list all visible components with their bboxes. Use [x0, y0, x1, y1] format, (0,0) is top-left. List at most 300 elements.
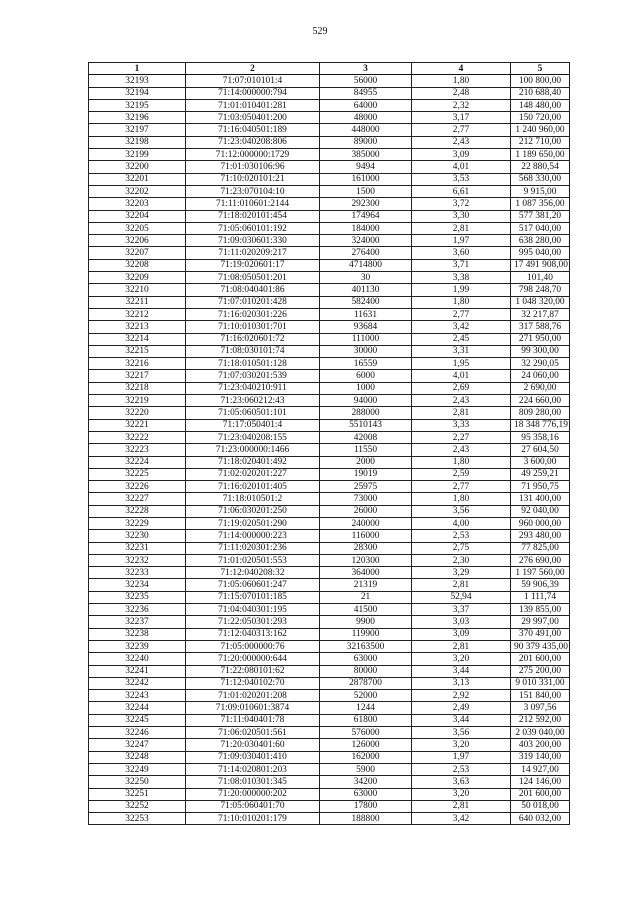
table-row: [89, 505, 570, 517]
rate-cell: 2,77: [412, 308, 511, 320]
table-row: [89, 395, 570, 407]
row-number-cell: 32223: [89, 444, 186, 456]
table-row: [89, 112, 570, 124]
row-number-cell: 32217: [89, 370, 186, 382]
table-row: [89, 800, 570, 812]
value-cell: 1 111,74: [511, 591, 570, 603]
table-row: [89, 407, 570, 419]
area-cell: 174964: [320, 210, 412, 222]
cadastral-number-cell: 71:05:060601:247: [186, 579, 320, 591]
row-number-cell: 32211: [89, 296, 186, 308]
rate-cell: 2,81: [412, 640, 511, 652]
table-row: [89, 382, 570, 394]
table-row: [89, 370, 570, 382]
cadastral-number-cell: 71:11:020209:217: [186, 247, 320, 259]
rate-cell: 1,97: [412, 751, 511, 763]
row-number-cell: 32222: [89, 431, 186, 443]
table-row: [89, 665, 570, 677]
value-cell: 1 087 356,00: [511, 198, 570, 210]
area-cell: 1000: [320, 382, 412, 394]
value-cell: 139 855,00: [511, 604, 570, 616]
row-number-cell: 32242: [89, 677, 186, 689]
rate-cell: 4,01: [412, 370, 511, 382]
value-cell: 18 348 776,19: [511, 419, 570, 431]
table-row: [89, 136, 570, 148]
value-cell: 1 048 320,00: [511, 296, 570, 308]
rate-cell: 3,71: [412, 259, 511, 271]
table-row: [89, 259, 570, 271]
value-cell: 92 040,00: [511, 505, 570, 517]
rate-cell: 2,75: [412, 542, 511, 554]
row-number-cell: 32208: [89, 259, 186, 271]
rate-cell: 2,27: [412, 431, 511, 443]
value-cell: 640 032,00: [511, 813, 570, 825]
area-cell: 84955: [320, 87, 412, 99]
rate-cell: 3,42: [412, 813, 511, 825]
cadastral-number-cell: 71:07:010201:428: [186, 296, 320, 308]
table-row: [89, 124, 570, 136]
table-row: [89, 161, 570, 173]
rate-cell: 3,20: [412, 788, 511, 800]
value-cell: 9 915,00: [511, 185, 570, 197]
table-row: [89, 333, 570, 345]
table-row: [89, 444, 570, 456]
value-cell: 32 290,05: [511, 358, 570, 370]
cadastral-number-cell: 71:19:020501:290: [186, 517, 320, 529]
rate-cell: 2,43: [412, 444, 511, 456]
area-cell: 16559: [320, 358, 412, 370]
rate-cell: 1,80: [412, 75, 511, 87]
table-row: [89, 99, 570, 111]
area-cell: 5900: [320, 763, 412, 775]
value-cell: 210 688,40: [511, 87, 570, 99]
area-cell: 401130: [320, 284, 412, 296]
rate-cell: 3,31: [412, 345, 511, 357]
rate-cell: 3,42: [412, 321, 511, 333]
table-header: [89, 63, 570, 75]
cadastral-number-cell: 71:04:040301:195: [186, 604, 320, 616]
row-number-cell: 32253: [89, 813, 186, 825]
rate-cell: 3,72: [412, 198, 511, 210]
cadastral-number-cell: 71:20:000000:644: [186, 653, 320, 665]
area-cell: 184000: [320, 222, 412, 234]
table-row: [89, 481, 570, 493]
rate-cell: 3,63: [412, 776, 511, 788]
area-cell: 288000: [320, 407, 412, 419]
value-cell: 50 018,00: [511, 800, 570, 812]
rate-cell: 3,56: [412, 727, 511, 739]
table-row: [89, 813, 570, 825]
rate-cell: 2,53: [412, 530, 511, 542]
area-cell: 385000: [320, 149, 412, 161]
table-row: [89, 149, 570, 161]
value-cell: 995 040,00: [511, 247, 570, 259]
rate-cell: 2,81: [412, 222, 511, 234]
rate-cell: 6,61: [412, 185, 511, 197]
cadastral-number-cell: 71:09:030401:410: [186, 751, 320, 763]
value-cell: 95 358,16: [511, 431, 570, 443]
table-row: [89, 616, 570, 628]
rate-cell: 2,77: [412, 124, 511, 136]
row-number-cell: 32248: [89, 751, 186, 763]
value-cell: 29 997,00: [511, 616, 570, 628]
row-number-cell: 32196: [89, 112, 186, 124]
table-row: [89, 653, 570, 665]
rate-cell: 3,13: [412, 677, 511, 689]
column-header-1: 1: [89, 63, 186, 75]
area-cell: 26000: [320, 505, 412, 517]
area-cell: 126000: [320, 739, 412, 751]
value-cell: 124 146,00: [511, 776, 570, 788]
area-cell: 48000: [320, 112, 412, 124]
row-number-cell: 32240: [89, 653, 186, 665]
area-cell: 21319: [320, 579, 412, 591]
value-cell: 319 140,00: [511, 751, 570, 763]
row-number-cell: 32218: [89, 382, 186, 394]
cadastral-number-cell: 71:10:020101:21: [186, 173, 320, 185]
table-row: [89, 87, 570, 99]
area-cell: 1244: [320, 702, 412, 714]
area-cell: 188800: [320, 813, 412, 825]
rate-cell: 3,44: [412, 714, 511, 726]
rate-cell: 3,09: [412, 149, 511, 161]
cadastral-number-cell: 71:22:080101:62: [186, 665, 320, 677]
area-cell: 576000: [320, 727, 412, 739]
cadastral-number-cell: 71:01:030106:96: [186, 161, 320, 173]
area-cell: 162000: [320, 751, 412, 763]
area-cell: 5510143: [320, 419, 412, 431]
area-cell: 119900: [320, 628, 412, 640]
row-number-cell: 32228: [89, 505, 186, 517]
cadastral-number-cell: 71:01:020201:208: [186, 690, 320, 702]
table-row: [89, 763, 570, 775]
value-cell: 90 379 435,00: [511, 640, 570, 652]
area-cell: 448000: [320, 124, 412, 136]
value-cell: 577 381,20: [511, 210, 570, 222]
rate-cell: 1,80: [412, 456, 511, 468]
row-number-cell: 32237: [89, 616, 186, 628]
table-row: [89, 702, 570, 714]
row-number-cell: 32239: [89, 640, 186, 652]
cadastral-number-cell: 71:23:040208:155: [186, 431, 320, 443]
area-cell: 61800: [320, 714, 412, 726]
table-row: [89, 431, 570, 443]
table-row: [89, 542, 570, 554]
rate-cell: 3,29: [412, 567, 511, 579]
value-cell: 370 491,00: [511, 628, 570, 640]
row-number-cell: 32226: [89, 481, 186, 493]
row-number-cell: 32241: [89, 665, 186, 677]
value-cell: 2 690,00: [511, 382, 570, 394]
row-number-cell: 32251: [89, 788, 186, 800]
table-row: [89, 173, 570, 185]
rate-cell: 2,43: [412, 136, 511, 148]
table-row: [89, 517, 570, 529]
value-cell: 809 280,00: [511, 407, 570, 419]
row-number-cell: 32238: [89, 628, 186, 640]
table-row: [89, 419, 570, 431]
row-number-cell: 32209: [89, 272, 186, 284]
row-number-cell: 32203: [89, 198, 186, 210]
row-number-cell: 32198: [89, 136, 186, 148]
row-number-cell: 32212: [89, 308, 186, 320]
value-cell: 151 840,00: [511, 690, 570, 702]
area-cell: 2000: [320, 456, 412, 468]
cadastral-number-cell: 71:18:020101:454: [186, 210, 320, 222]
cadastral-number-cell: 71:14:020801:203: [186, 763, 320, 775]
rate-cell: 3,56: [412, 505, 511, 517]
cadastral-number-cell: 71:03:050401:200: [186, 112, 320, 124]
value-cell: 99 300,00: [511, 345, 570, 357]
cadastral-number-cell: 71:19:020601:17: [186, 259, 320, 271]
rate-cell: 52,94: [412, 591, 511, 603]
cadastral-number-cell: 71:01:020501:553: [186, 554, 320, 566]
area-cell: 120300: [320, 554, 412, 566]
row-number-cell: 32215: [89, 345, 186, 357]
rate-cell: 3,09: [412, 628, 511, 640]
cadastral-number-cell: 71:23:040208:806: [186, 136, 320, 148]
column-header-4: 4: [412, 63, 511, 75]
cadastral-number-cell: 71:14:000000:794: [186, 87, 320, 99]
row-number-cell: 32232: [89, 554, 186, 566]
table-row: [89, 235, 570, 247]
area-cell: 324000: [320, 235, 412, 247]
value-cell: 201 600,00: [511, 653, 570, 665]
area-cell: 1500: [320, 185, 412, 197]
table-row: [89, 628, 570, 640]
value-cell: 317 588,76: [511, 321, 570, 333]
rate-cell: 3,38: [412, 272, 511, 284]
rate-cell: 2,77: [412, 481, 511, 493]
table-row: [89, 751, 570, 763]
row-number-cell: 32213: [89, 321, 186, 333]
cadastral-number-cell: 71:18:020401:492: [186, 456, 320, 468]
table-row: [89, 296, 570, 308]
header-row: [89, 63, 570, 75]
value-cell: 638 280,00: [511, 235, 570, 247]
area-cell: 116000: [320, 530, 412, 542]
table-row: [89, 567, 570, 579]
value-cell: 9 010 331,00: [511, 677, 570, 689]
cadastral-number-cell: 71:16:020101:405: [186, 481, 320, 493]
table-row: [89, 604, 570, 616]
value-cell: 14 927,00: [511, 763, 570, 775]
value-cell: 27 604,50: [511, 444, 570, 456]
rate-cell: 3,37: [412, 604, 511, 616]
area-cell: 34200: [320, 776, 412, 788]
area-cell: 364000: [320, 567, 412, 579]
cadastral-number-cell: 71:16:020301:226: [186, 308, 320, 320]
table-body: [89, 75, 570, 825]
table-row: [89, 222, 570, 234]
row-number-cell: 32201: [89, 173, 186, 185]
rate-cell: 2,48: [412, 87, 511, 99]
cadastral-number-cell: 71:12:000000:1729: [186, 149, 320, 161]
cadastral-number-cell: 71:16:020601:72: [186, 333, 320, 345]
area-cell: 28300: [320, 542, 412, 554]
rate-cell: 1,99: [412, 284, 511, 296]
value-cell: 271 950,00: [511, 333, 570, 345]
table-row: [89, 247, 570, 259]
value-cell: 1 240 960,00: [511, 124, 570, 136]
column-header-5: 5: [511, 63, 570, 75]
row-number-cell: 32225: [89, 468, 186, 480]
rate-cell: 2,49: [412, 702, 511, 714]
row-number-cell: 32235: [89, 591, 186, 603]
area-cell: 161000: [320, 173, 412, 185]
cadastral-number-cell: 71:23:040210:911: [186, 382, 320, 394]
rate-cell: 3,53: [412, 173, 511, 185]
table-row: [89, 185, 570, 197]
table-row: [89, 210, 570, 222]
row-number-cell: 32247: [89, 739, 186, 751]
cadastral-number-cell: 71:09:010601:3874: [186, 702, 320, 714]
row-number-cell: 32216: [89, 358, 186, 370]
value-cell: 3 097,56: [511, 702, 570, 714]
table-row: [89, 358, 570, 370]
table-row: [89, 554, 570, 566]
cadastral-number-cell: 71:14:000000:223: [186, 530, 320, 542]
value-cell: 224 660,00: [511, 395, 570, 407]
row-number-cell: 32210: [89, 284, 186, 296]
rate-cell: 1,95: [412, 358, 511, 370]
cadastral-number-cell: 71:07:010101:4: [186, 75, 320, 87]
rate-cell: 2,92: [412, 690, 511, 702]
row-number-cell: 32194: [89, 87, 186, 99]
area-cell: 6000: [320, 370, 412, 382]
rate-cell: 2,69: [412, 382, 511, 394]
column-header-2: 2: [186, 63, 320, 75]
registry-table: [88, 62, 570, 825]
cadastral-number-cell: 71:18:010501:2: [186, 493, 320, 505]
value-cell: 101,40: [511, 272, 570, 284]
rate-cell: 3,44: [412, 665, 511, 677]
table-row: [89, 284, 570, 296]
rate-cell: 3,03: [412, 616, 511, 628]
row-number-cell: 32200: [89, 161, 186, 173]
cadastral-number-cell: 71:12:040313:162: [186, 628, 320, 640]
rate-cell: 2,81: [412, 800, 511, 812]
area-cell: 30: [320, 272, 412, 284]
table-row: [89, 776, 570, 788]
area-cell: 73000: [320, 493, 412, 505]
rate-cell: 4,00: [412, 517, 511, 529]
row-number-cell: 32234: [89, 579, 186, 591]
rate-cell: 3,60: [412, 247, 511, 259]
area-cell: 11550: [320, 444, 412, 456]
table-row: [89, 690, 570, 702]
cadastral-number-cell: 71:18:010501:128: [186, 358, 320, 370]
area-cell: 582400: [320, 296, 412, 308]
value-cell: 131 400,00: [511, 493, 570, 505]
rate-cell: 1,80: [412, 296, 511, 308]
value-cell: 77 825,00: [511, 542, 570, 554]
rate-cell: 1,80: [412, 493, 511, 505]
value-cell: 100 800,00: [511, 75, 570, 87]
area-cell: 52000: [320, 690, 412, 702]
table-row: [89, 640, 570, 652]
cadastral-number-cell: 71:11:020301:236: [186, 542, 320, 554]
cadastral-number-cell: 71:12:040102:70: [186, 677, 320, 689]
row-number-cell: 32195: [89, 99, 186, 111]
value-cell: 32 217,87: [511, 308, 570, 320]
row-number-cell: 32204: [89, 210, 186, 222]
cadastral-number-cell: 71:23:000000:1466: [186, 444, 320, 456]
row-number-cell: 32207: [89, 247, 186, 259]
table-row: [89, 493, 570, 505]
cadastral-number-cell: 71:20:030401:60: [186, 739, 320, 751]
cadastral-number-cell: 71:01:010401:281: [186, 99, 320, 111]
area-cell: 89000: [320, 136, 412, 148]
cadastral-number-cell: 71:16:040501:189: [186, 124, 320, 136]
table-row: [89, 591, 570, 603]
cadastral-number-cell: 71:17:050401:4: [186, 419, 320, 431]
row-number-cell: 32202: [89, 185, 186, 197]
table-row: [89, 456, 570, 468]
area-cell: 63000: [320, 653, 412, 665]
row-number-cell: 32220: [89, 407, 186, 419]
rate-cell: 3,33: [412, 419, 511, 431]
value-cell: 212 592,00: [511, 714, 570, 726]
row-number-cell: 32246: [89, 727, 186, 739]
value-cell: 17 491 908,00: [511, 259, 570, 271]
value-cell: 22 880,54: [511, 161, 570, 173]
rate-cell: 4,01: [412, 161, 511, 173]
cadastral-number-cell: 71:11:010601:2144: [186, 198, 320, 210]
area-cell: 21: [320, 591, 412, 603]
table-row: [89, 308, 570, 320]
row-number-cell: 32229: [89, 517, 186, 529]
area-cell: 9494: [320, 161, 412, 173]
area-cell: 32163500: [320, 640, 412, 652]
area-cell: 94000: [320, 395, 412, 407]
cadastral-number-cell: 71:20:000000:202: [186, 788, 320, 800]
table-row: [89, 321, 570, 333]
area-cell: 19019: [320, 468, 412, 480]
cadastral-number-cell: 71:05:060101:192: [186, 222, 320, 234]
rate-cell: 2,53: [412, 763, 511, 775]
cadastral-number-cell: 71:02:020201:227: [186, 468, 320, 480]
cadastral-number-cell: 71:05:060401:70: [186, 800, 320, 812]
area-cell: 276400: [320, 247, 412, 259]
row-number-cell: 32249: [89, 763, 186, 775]
cadastral-number-cell: 71:08:030101:74: [186, 345, 320, 357]
cadastral-number-cell: 71:23:060212:43: [186, 395, 320, 407]
area-cell: 9900: [320, 616, 412, 628]
cadastral-number-cell: 71:06:030201:250: [186, 505, 320, 517]
table-row: [89, 272, 570, 284]
rate-cell: 2,59: [412, 468, 511, 480]
value-cell: 798 248,70: [511, 284, 570, 296]
value-cell: 403 200,00: [511, 739, 570, 751]
value-cell: 49 259,21: [511, 468, 570, 480]
row-number-cell: 32199: [89, 149, 186, 161]
column-header-3: 3: [320, 63, 412, 75]
area-cell: 240000: [320, 517, 412, 529]
cadastral-number-cell: 71:11:040401:78: [186, 714, 320, 726]
row-number-cell: 32219: [89, 395, 186, 407]
cadastral-number-cell: 71:15:070101:185: [186, 591, 320, 603]
row-number-cell: 32224: [89, 456, 186, 468]
cadastral-number-cell: 71:10:010301:701: [186, 321, 320, 333]
rate-cell: 2,81: [412, 407, 511, 419]
cadastral-number-cell: 71:10:010201:179: [186, 813, 320, 825]
value-cell: 293 480,00: [511, 530, 570, 542]
row-number-cell: 32221: [89, 419, 186, 431]
table-row: [89, 727, 570, 739]
cadastral-number-cell: 71:05:060501:101: [186, 407, 320, 419]
rate-cell: 2,32: [412, 99, 511, 111]
